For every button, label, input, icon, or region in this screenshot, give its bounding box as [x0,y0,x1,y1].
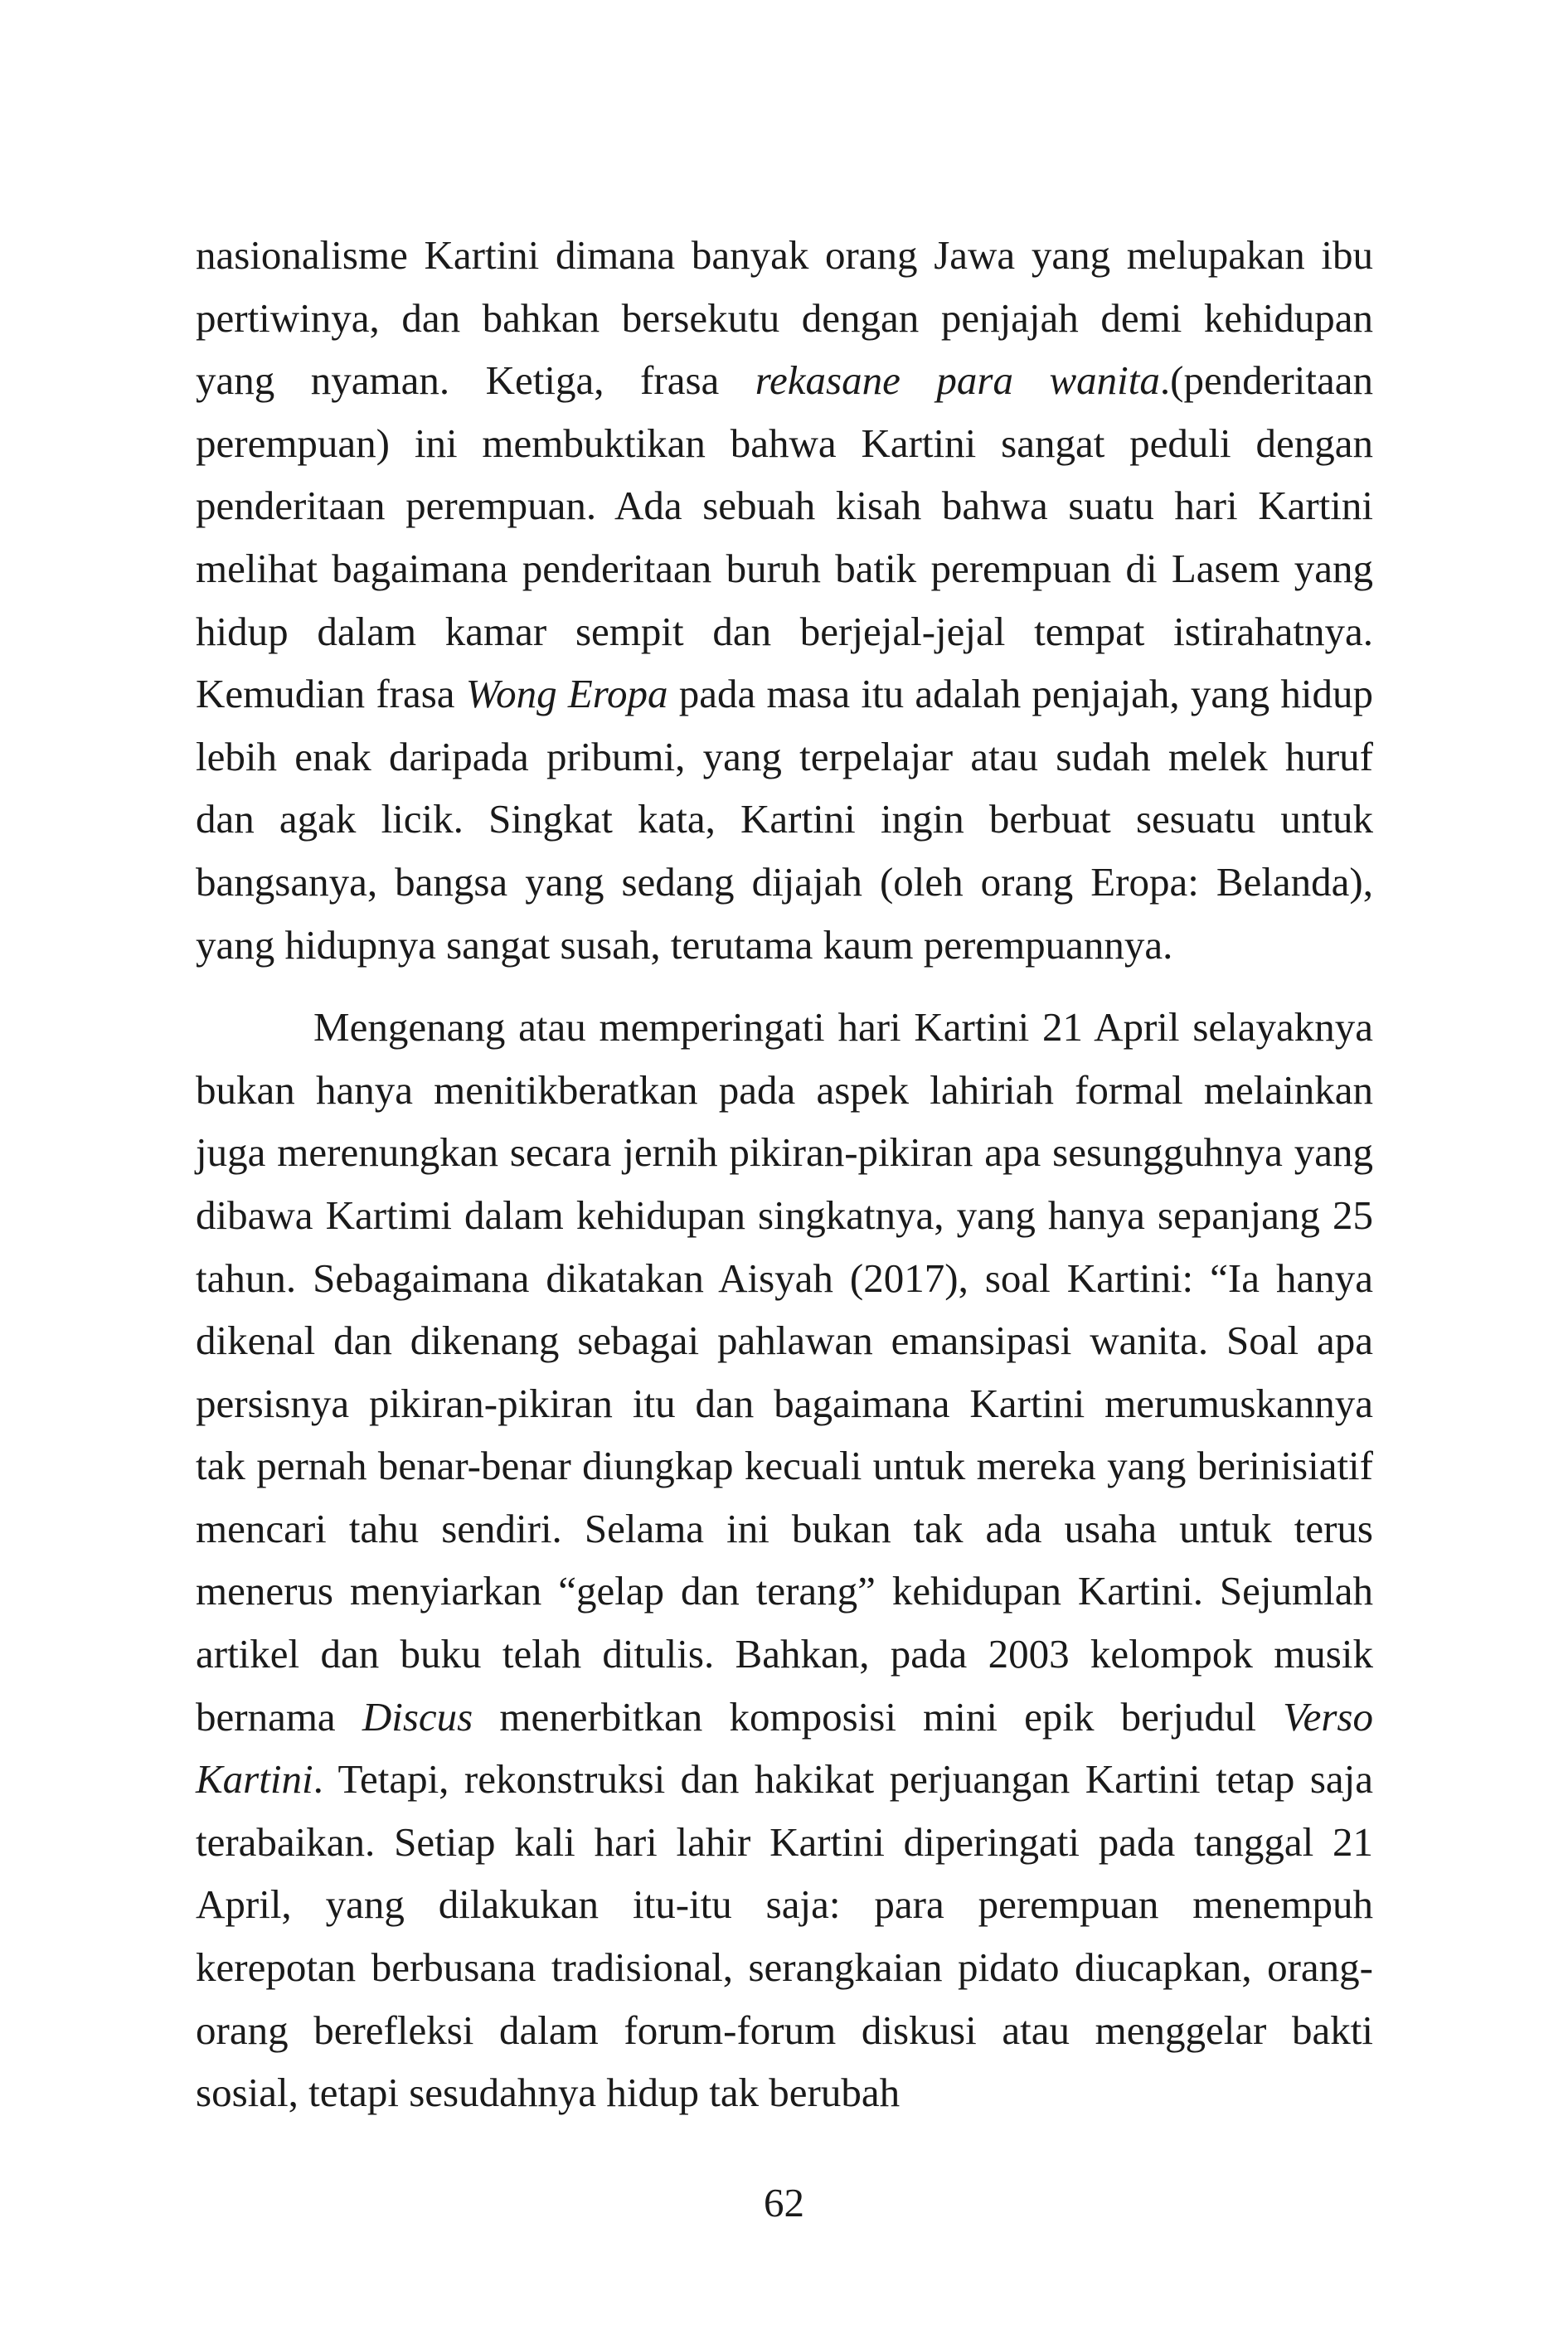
text-segment: .(penderitaan perempuan) ini membuktikan bahwa Kartini sangat peduli dengan penderitaan perempuan. Ada sebuah kisah bahwa suatu hari Kartini melihat bagaimana penderitaan buruh batik perempuan di Lasem yang hidup dalam kamar sempit dan berjejal-jejal tempat istirahatnya. Kemudian frasa [196,357,1374,717]
text-segment: nasionalisme Kartini dimana banyak orang Jawa yang melupakan ibu pertiwinya, dan bahkan bersekutu dengan penjajah demi kehidupan yang nyaman. Ketiga, frasa [196,232,1373,404]
text-segment: menerbitkan komposisi mini epik berjudul [473,1693,1284,1740]
body-text [196,224,1373,2124]
text-segment: . Tetapi, rekonstruksi dan hakikat perjuangan Kartini tetap saja terabaikan. Setiap kali hari lahir Kartini diperingati pada tanggal 21 April, yang dilakukan itu-itu saja: para perempuan menempuh kerepotan berbusana tradisional, serangkaian pidato diucapkan, orang-orang berefleksi dalam forum-forum diskusi atau menggelar bakti sosial, tetapi sesudahnya hidup tak berubah [196,1756,1373,2116]
paragraph-2 [196,996,1373,2124]
italic-phrase: Discus [362,1693,473,1740]
text-segment: Mengenang atau memperingati hari Kartini 21 April selayaknya bukan hanya menitikberatkan pada aspek lahiriah formal melainkan juga merenungkan secara jernih pikiran-pikiran apa sesungguhnya yang dibawa Kartimi dalam kehidupan singkatnya, yang hanya sepanjang 25 tahun. Sebagaimana dikatakan Aisyah (2017), soal Kartini: “Ia hanya dikenal dan dikenang sebagai pahlawan emansipasi wanita. Soal apa persisnya pikiran-pikiran itu dan bagaimana Kartini merumuskannya tak pernah benar-benar diungkap kecuali untuk mereka yang berinisiatif mencari tahu sendiri. Selama ini bukan tak ada usaha untuk terus menerus menyiarkan “gelap dan terang” kehidupan Kartini. Sejumlah artikel dan buku telah ditulis. Bahkan, pada 2003 kelompok musik bernama [196,1004,1373,1740]
page-number: 62 [764,2180,804,2225]
italic-phrase: Wong Eropa [465,671,668,717]
text-segment: pada masa itu adalah penjajah, yang hidup lebih enak daripada pribumi, yang terpelajar atau sudah melek huruf dan agak licik. Singkat kata, Kartini ingin berbuat sesuatu untuk bangsanya, bangsa yang sedang dijajah (oleh orang Eropa: Belanda), yang hidupnya sangat susah, terutama kaum perempuannya. [196,671,1373,968]
paragraph-1 [196,224,1373,976]
italic-phrase: rekasane para wanita [755,357,1160,404]
italic-phrase: Verso Kartini [196,1693,1373,1803]
